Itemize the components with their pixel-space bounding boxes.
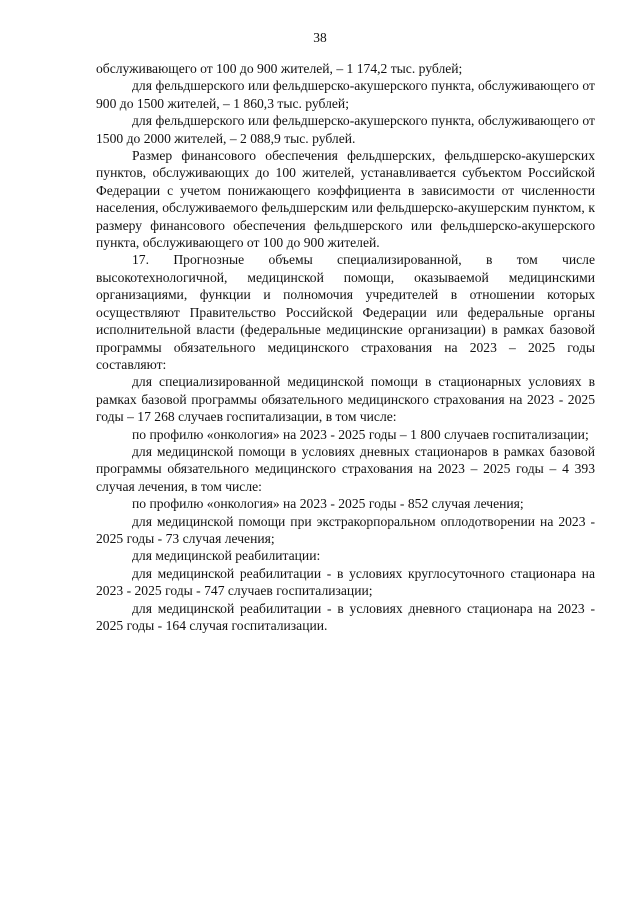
paragraph-9: по профилю «онкология» на 2023 - 2025 годы - 852 случая лечения; [132, 496, 524, 512]
paragraph-12: для медицинской реабилитации - в условиях круглосуточного стационара на 2023 - 2025 годы - 747 случаев госпитализации; [96, 565, 595, 599]
paragraph-1: обслуживающего от 100 до 900 жителей, – 1 174,2 тыс. рублей; [96, 61, 463, 76]
paragraph-2: для фельдшерского или фельдшерско-акушерского пункта, обслуживающего от 900 до 1500 жителей, – 1 860,3 тыс. рублей; [96, 78, 595, 111]
document-body [96, 60, 595, 634]
paragraph-11: для медицинской реабилитации: [132, 548, 321, 564]
paragraph-7: по профилю «онкология» на 2023 - 2025 годы – 1 800 случаев госпитализации; [132, 426, 589, 442]
page-number: 38 [313, 30, 327, 45]
paragraph-6: для специализированной медицинской помощи в стационарных условиях в рамках базовой программы обязательного медицинского страхования на 2023 - 2025 годы – 17 268 случаев госпитализации, в том числе: [96, 374, 595, 425]
paragraph-4: Размер финансового обеспечения фельдшерских, фельдшерско-акушерских пунктов, обслуживающих до 100 жителей, устанавливается субъектом Российской Федерации с учетом понижающего коэффициента в зависимости от численности населения, обслуживаемого фельдшерским или фельдшерско-акушерским пунктом, к размеру финансового обеспечения фельдшерского или фельдшерско-акушерского пункта, обслуживающего от 100 до 900 жителей. [96, 148, 595, 251]
paragraph-13: для медицинской реабилитации - в условиях дневного стационара на 2023 - 2025 годы - 164 случая госпитализации. [96, 600, 595, 633]
paragraph-5: 17. Прогнозные объемы специализированной, в том числе высокотехнологичной, медицинской помощи, оказываемой медицинскими организациями, функции и полномочия учредителей в отношении которых осуществляют Правительство Российской Федерации или федеральные органы исполнительной власти (федеральные медицинские организации) в рамках базовой программы обязательного медицинского страхования на 2023 – 2025 годы составляют: [96, 252, 595, 372]
paragraph-3: для фельдшерского или фельдшерско-акушерского пункта, обслуживающего от 1500 до 2000 жителей, – 2 088,9 тыс. рублей. [96, 113, 595, 146]
paragraph-10: для медицинской помощи при экстракорпоральном оплодотворении на 2023 - 2025 годы - 73 случая лечения; [96, 513, 595, 546]
paragraph-8: для медицинской помощи в условиях дневных стационаров в рамках базовой программы обязательного медицинского страхования на 2023 – 2025 годы – 4 393 случая лечения, в том числе: [96, 443, 595, 494]
